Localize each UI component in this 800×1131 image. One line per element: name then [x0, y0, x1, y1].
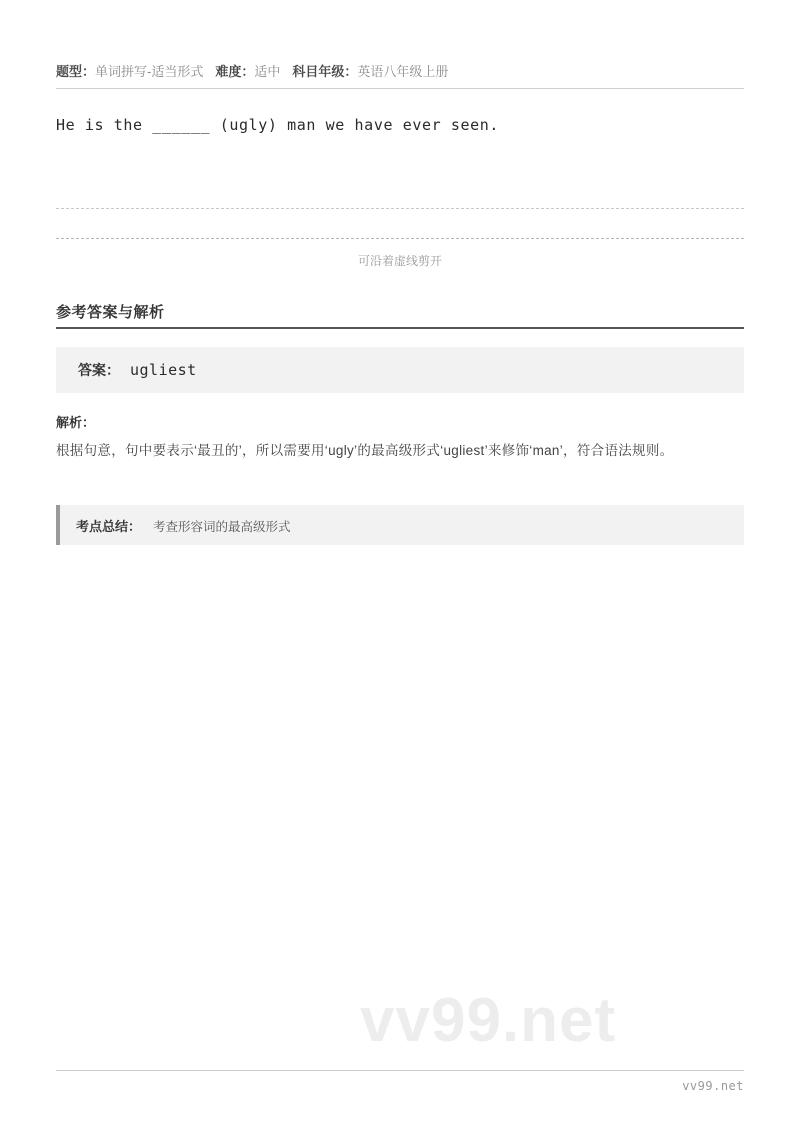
meta-difficulty-label: 难度： [215, 64, 255, 79]
summary-text: 考查形容词的最高级形式 [153, 520, 291, 534]
question-text: He is the ______ (ugly) man we have ever seen. [56, 116, 500, 134]
page-watermark: vv99.net [360, 986, 617, 1055]
meta-difficulty-value: 适中 [254, 64, 281, 79]
summary-row [76, 516, 291, 535]
dashed-divider-top [56, 208, 744, 209]
answer-section-divider [56, 327, 744, 329]
dashed-cut-line [56, 238, 744, 239]
analysis-label: 解析： [56, 415, 96, 430]
footer-divider [56, 1070, 744, 1071]
cut-hint-text: 可沿着虚线剪开 [357, 254, 442, 268]
meta-subject-value: 英语八年级上册 [357, 64, 449, 79]
footer-site-label: vv99.net [682, 1079, 744, 1093]
meta-divider [56, 88, 744, 89]
answer-value: ugliest [130, 361, 197, 379]
summary-accent-bar [56, 505, 60, 545]
question-meta-row [56, 62, 744, 82]
meta-subject-label: 科目年级： [292, 64, 358, 79]
meta-type-value: 单词拼写-适当形式 [95, 64, 204, 79]
summary-label: 考点总结： [76, 519, 142, 534]
analysis-text: 根据句意，句中要表示‘最丑的’，所以需要用‘ugly’的最高级形式‘ugliest’来修饰‘man’，符合语法规则。 [56, 443, 674, 458]
answer-section-title: 参考答案与解析 [56, 304, 165, 321]
answer-box [56, 347, 744, 393]
meta-type-label: 题型： [56, 64, 96, 79]
key-point-summary-box [56, 505, 744, 545]
answer-label: 答案： [78, 362, 120, 378]
answer-row [78, 360, 197, 380]
